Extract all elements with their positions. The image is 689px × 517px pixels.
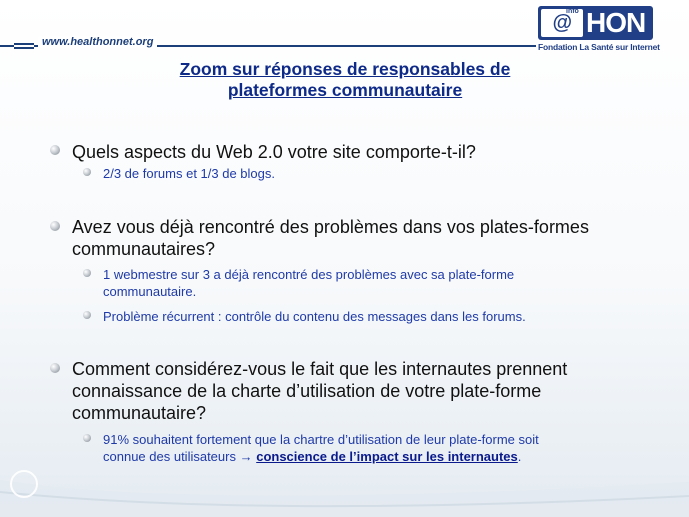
logo-info-text: info — [566, 8, 579, 15]
answer-2-1-line2: communautaire. — [103, 284, 197, 299]
sub-bullet-icon — [83, 168, 91, 176]
answer-3-1 — [103, 431, 643, 465]
slide-title — [120, 59, 570, 101]
question-2 — [72, 216, 652, 260]
logo-brand: HON — [586, 7, 646, 38]
hon-logo — [538, 6, 660, 54]
answer-2-1 — [103, 266, 643, 300]
bullet-icon — [50, 363, 60, 373]
answer-1-1: 2/3 de forums et 1/3 de blogs. — [103, 166, 275, 181]
question-2-line2: communautaires? — [72, 239, 216, 259]
bullet-icon — [50, 221, 60, 231]
slide-title-line2: plateformes communautaire — [227, 80, 463, 100]
question-3-line2: connaissance de la charte d’utilisation de votre plate-forme — [72, 381, 542, 401]
sub-bullet-icon — [83, 434, 91, 442]
slide-title-line1: Zoom sur réponses de responsables de — [179, 59, 511, 79]
sub-bullet-icon — [83, 311, 91, 319]
logo-subtitle: Fondation La Santé sur Internet — [538, 42, 660, 52]
logo-at-symbol: @ — [541, 9, 583, 37]
logo-box — [538, 6, 653, 40]
bullet-icon — [50, 145, 60, 155]
question-1: Quels aspects du Web 2.0 votre site comporte-t-il? — [72, 142, 476, 162]
question-3-line3: communautaire? — [72, 403, 207, 423]
site-url[interactable]: www.healthonnet.org — [38, 36, 157, 48]
question-3 — [72, 358, 652, 424]
answer-2-1-line1: 1 webmestre sur 3 a déjà rencontré des problèmes avec sa plate-forme — [103, 267, 515, 282]
answer-3-1-period: . — [517, 449, 522, 464]
sub-bullet-icon — [83, 269, 91, 277]
answer-2-2: Problème récurrent : contrôle du contenu des messages dans les forums. — [103, 309, 526, 324]
footer-swoosh-decoration — [0, 470, 689, 517]
header-rule-ornament — [14, 43, 34, 49]
answer-3-1-emphasis: conscience de l’impact sur les internautes — [256, 449, 518, 464]
question-3-line1: Comment considérez-vous le fait que les internautes prennent — [72, 359, 568, 379]
answer-3-1-line2-plain: connue des utilisateurs → — [103, 449, 253, 464]
question-2-line1: Avez vous déjà rencontré des problèmes dans vos plates-formes — [72, 217, 589, 237]
answer-3-1-line1: 91% souhaitent fortement que la chartre d’utilisation de leur plate-forme soit — [103, 432, 539, 447]
answer-3-1-line2 — [103, 448, 643, 465]
